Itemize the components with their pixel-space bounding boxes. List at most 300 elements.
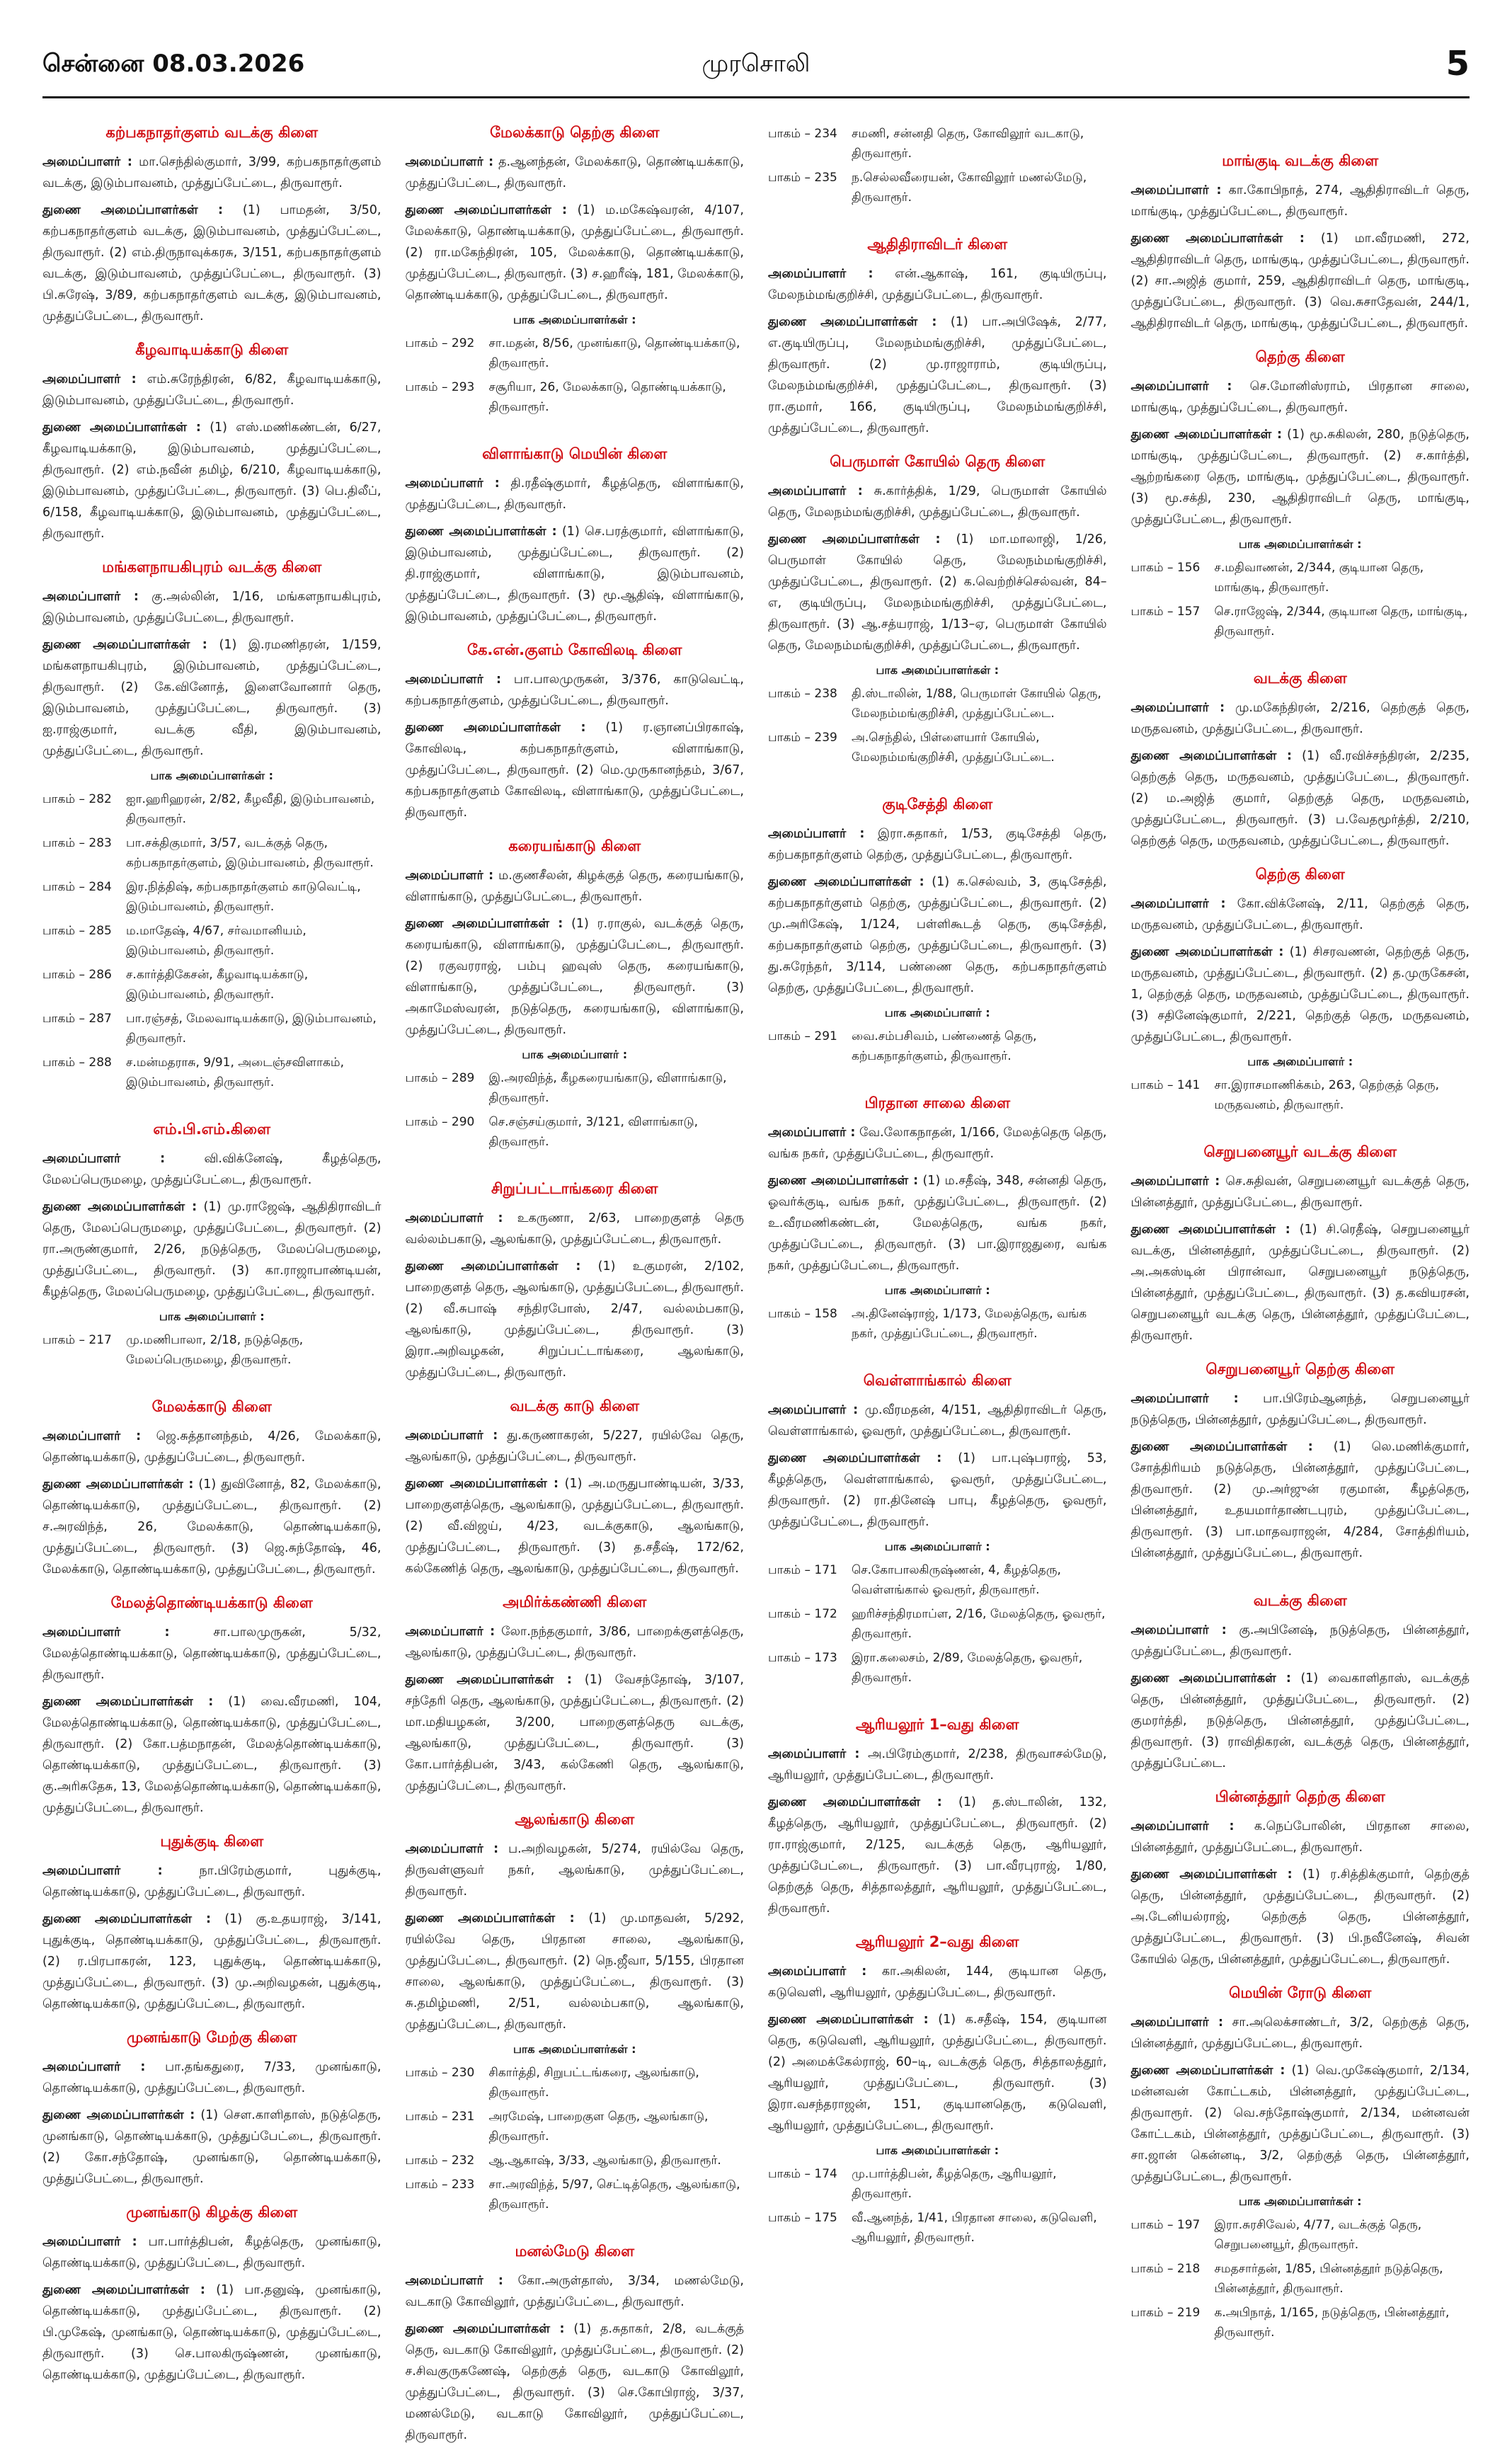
organiser-name: கோ.விக்னேஷ், 2/11, தெற்குத் தெரு, மருதவனம், முத்துப்பேட்டை, திருவாரூர்.	[1130, 897, 1470, 932]
booth-organiser-name: மு.மணிபாலா, 2/18, நடுத்தெரு, மேலப்பெருமழை, திருவாரூர்.	[126, 1333, 304, 1367]
deputy-organisers-label: துணை அமைப்பாளர்கள் :	[1130, 2064, 1285, 2078]
organiser-label: அமைப்பாளர் :	[768, 1126, 856, 1140]
branch-title: கே.என்.குளம் கோவிலடி கிளை	[467, 641, 682, 658]
branch-title: தெற்கு கிளை	[1255, 348, 1345, 365]
branch-section	[406, 445, 745, 627]
branch-section	[768, 796, 1107, 1066]
organiser-name: இரா.சுதாகர், 1/53, குடிசேத்தி தெரு, கற்பகநாதர்குளம் தெற்கு, முத்துப்பேட்டை, திருவாரூர்.	[768, 827, 1107, 862]
booth-organiser-row	[1131, 2303, 1470, 2342]
deputy-organisers-names: (1) சிசரவணன், தெற்குத் தெரு, மருதவனம், முத்துப்பேட்டை, திருவாரூர். (2) த.முருகேசன், 1, தெற்குத் தெரு, மருதவனம், முத்துப்பேட்டை, திருவாரூர். (3) சதினேஷ்குமார், 2/221, தெற்குத் தெரு, மருதவனம், முத்துப்பேட்டை, திருவாரூர்.	[1130, 945, 1470, 1044]
masthead	[42, 44, 1470, 93]
newspaper-name: முரசொலி	[701, 50, 811, 78]
organiser-label: அமைப்பாளர் :	[1130, 379, 1232, 394]
branch-section	[42, 1121, 382, 1370]
booth-organiser-row	[42, 1009, 382, 1048]
booth-organiser-row	[406, 2063, 745, 2103]
organiser-label: அமைப்பாளர் :	[405, 476, 500, 491]
deputy-organisers-entry	[768, 1170, 1107, 1276]
booth-organiser-row	[1131, 2259, 1470, 2299]
booth-organisers-heading: பாக அமைப்பாளர் :	[884, 1540, 990, 1553]
organiser-label: அமைப்பாளர் :	[42, 1864, 163, 1878]
branch-title: மாங்குடி வடக்கு கிளை	[1222, 152, 1379, 169]
organiser-label: அமைப்பாளர் :	[768, 484, 863, 498]
branch-title: ஆரியலூர் 2–வது கிளை	[856, 1933, 1019, 1950]
deputy-organisers-names: (1) மா.மாலாஜி, 1/26, பெருமாள் கோயில் தெரு, மேலநம்மங்குறிச்சி, முத்துப்பேட்டை, திருவாரூர். (2) க.வெற்றிச்செல்வன், 84–எ, குடியிருப்பு, மேலநம்மங்குறிச்சி, முத்துப்பேட்டை, திருவாரூர். (3) ஆ.சத்யராஜ், 1/13–ஏ, பெருமாள் கோயில் தெரு, மேலநம்மங்குறிச்சி, முத்துப்பேட்டை, திருவாரூர்.	[768, 532, 1107, 653]
organiser-label: அமைப்பாளர் :	[42, 372, 137, 387]
branch-title: கீழவாடியக்காடு கிளை	[135, 341, 289, 358]
city-date: சென்னை 08.03.2026	[42, 50, 305, 78]
organiser-entry	[406, 1621, 745, 1664]
booth-organiser-name: க.அபிநாத், 1/165, நடுத்தெரு, பின்னத்தூர், திருவாரூர்.	[1214, 2306, 1450, 2340]
deputy-organisers-label: துணை அமைப்பாளர்கள் :	[42, 421, 201, 435]
organiser-entry	[1131, 180, 1470, 222]
deputy-organisers-names: (1) செ.பரத்குமார், விளாங்காடு, இடும்பாவனம், முத்துப்பேட்டை, திருவாரூர். (2) தி.ராஜ்குமார், விளாங்காடு, இடும்பாவனம், முத்துப்பேட்டை, திருவாரூர். (3) மூ.ஆதிஷ், விளாங்காடு, இடும்பாவனம், முத்துப்பேட்டை, திருவாரூர்.	[405, 525, 744, 624]
deputy-organisers-label: துணை அமைப்பாளர்கள் :	[1130, 231, 1305, 246]
branch-section	[406, 124, 745, 417]
header-rule	[42, 96, 1470, 98]
organiser-label: அமைப்பாளர் :	[768, 1964, 867, 1979]
booth-organiser-row	[768, 728, 1107, 767]
column	[406, 124, 745, 2460]
branch-title: மேலத்தொண்டியக்காடு கிளை	[110, 1594, 313, 1611]
organiser-name: பா.தங்கதுரை, 7/33, முனங்காடு, தொண்டியக்காடு, முத்துப்பேட்டை, திருவாரூர்.	[42, 2060, 382, 2095]
organiser-label: அமைப்பாளர் :	[42, 1429, 142, 1443]
organiser-label: அமைப்பாளர் :	[405, 673, 502, 687]
booth-organiser-row	[42, 1053, 382, 1092]
deputy-organisers-entry	[42, 2105, 382, 2190]
deputy-organisers-label: துணை அமைப்பாளர்கள் :	[42, 203, 224, 217]
organiser-entry	[1131, 893, 1470, 936]
column	[42, 124, 382, 2460]
deputy-organisers-entry	[768, 1792, 1107, 1919]
organiser-name: கோ.அருள்தாஸ், 3/34, மணல்மேடு, வடகாடு கோவிலூர், முத்துப்பேட்டை, திருவாரூர்.	[405, 2274, 744, 2309]
organiser-entry	[42, 151, 382, 194]
organiser-label: அமைப்பாளர் :	[1130, 897, 1226, 911]
booth-organiser-row	[42, 965, 382, 1005]
organiser-name: கா.அகிலன், 144, குடியான தெரு, கடுவெளி, ஆரியலூர், முத்துப்பேட்டை, திருவாரூர்.	[768, 1964, 1107, 2000]
branch-section	[768, 1933, 1107, 2248]
booth-organiser-row	[42, 1330, 382, 1370]
deputy-organisers-names: (1) வீ.ரவிச்சந்திரன், 2/235, தெற்குத் தெரு, மருதவனம், முத்துப்பேட்டை, திருவாரூர். (2) ம.அஜித் குமார், தெற்குத் தெரு, மருதவனம், முத்துப்பேட்டை, திருவாரூர். (3) ப.வேதமூர்த்தி, 2/210, தெற்குத் தெரு, மருதவனம், முத்துப்பேட்டை, திருவாரூர்.	[1130, 749, 1470, 848]
deputy-organisers-names: (1) சி.ரெதீஷ், செறுபனையூர் வடக்கு, பின்னத்தூர், முத்துப்பேட்டை, திருவாரூர். (2) அ.அகஸ்டின் பிரான்வா, செறுபனையூர் நடுத்தெரு, பின்னத்தூர், முத்துப்பேட்டை, திருவாரூர். (3) த.கவியரசன், செறுபனையூர் வடக்கு தெரு, பின்னத்தூர், முத்துப்பேட்டை, திருவாரூர்.	[1130, 1223, 1470, 1343]
organiser-entry	[1131, 1816, 1470, 1858]
organiser-label: அமைப்பாளர் :	[42, 1625, 170, 1640]
booth-organiser-row	[768, 1604, 1107, 1644]
organiser-name: மு.மகேந்திரன், 2/216, தெற்குத் தெரு, மருதவனம், முத்துப்பேட்டை, திருவாரூர்.	[1130, 701, 1470, 736]
organiser-entry	[42, 369, 382, 411]
deputy-organisers-names: (1) எஸ்.மணிகண்டன், 6/27, கீழவாடியக்காடு, இடும்பாவனம், முத்துப்பேட்டை, திருவாரூர். (2) எம்.நவீன் தமிழ், 6/210, கீழவாடியக்காடு, இடும்பாவனம், முத்துப்பேட்டை, திருவாரூர். (3) பெ.திலீப், 6/158, கீழவாடியக்காடு, இடும்பாவனம், முத்துப்பேட்டை, திருவாரூர்.	[42, 421, 382, 541]
organiser-label: அமைப்பாளர் :	[405, 155, 494, 169]
booth-number: பாகம் – 233	[405, 2178, 475, 2192]
booth-number: பாகம் – 292	[405, 336, 475, 350]
organiser-label: அமைப்பாளர் :	[405, 1211, 503, 1225]
deputy-organisers-label: துணை அமைப்பாளர்கள் :	[1130, 1867, 1293, 1882]
organiser-name: அ.பிரேம்குமார், 2/238, திருவாசல்மேடு, ஆரியலூர், முத்துப்பேட்டை, திருவாரூர்.	[768, 1747, 1107, 1783]
booth-organisers-heading: பாக அமைப்பாளர் :	[884, 1006, 990, 1019]
booth-organiser-name: சசூரியா, 26, மேலக்காடு, தொண்டியக்காடு, திருவாரூர்.	[488, 380, 726, 414]
booth-number: பாகம் – 174	[768, 2167, 837, 2181]
branch-title: பெருமாள் கோயில் தெரு கிளை	[830, 453, 1046, 470]
booth-organiser-row	[1131, 558, 1470, 597]
booth-number: பாகம் – 234	[768, 127, 837, 141]
booth-organiser-name: அரமேஷ், பாறைகுள தெரு, ஆலங்காடு, திருவாரூர்.	[488, 2110, 709, 2144]
organiser-entry	[406, 1425, 745, 1468]
page-number: 5	[1445, 44, 1470, 84]
branch-section	[406, 2243, 745, 2446]
deputy-organisers-label: துணை அமைப்பாளர்கள் :	[1130, 1671, 1291, 1686]
deputy-organisers-label: துணை அமைப்பாளர்கள் :	[768, 1174, 919, 1188]
deputy-organisers-label: துணை அமைப்பாளர்கள் :	[405, 1259, 581, 1274]
organiser-entry	[406, 151, 745, 194]
organiser-entry	[42, 586, 382, 629]
branch-title: முனங்காடு மேற்கு கிளை	[126, 2029, 297, 2046]
booth-organiser-row	[42, 833, 382, 873]
organiser-name: சா.பாலமுருகன், 5/32, மேலத்தொண்டியக்காடு, தொண்டியக்காடு, முத்துப்பேட்டை, திருவாரூர்.	[42, 1625, 382, 1682]
deputy-organisers-names: (1) த.சுதாகர், 2/8, வடக்குத் தெரு, வடகாடு கோவிலூர், முத்துப்பேட்டை, திருவாரூர். (2) ச.சிவகுருகணேஷ், தெற்குத் தெரு, வடகாடு கோவிலூர், முத்துப்பேட்டை, திருவாரூர். (3) செ.கோபிராஜ், 3/37, மணல்மேடு, வடகாடு கோவிலூர், முத்துப்பேட்டை, திருவாரூர்.	[405, 2322, 744, 2442]
deputy-organisers-label: துணை அமைப்பாளர்கள் :	[405, 1477, 559, 1491]
branch-section	[1131, 1788, 1470, 1970]
organiser-entry	[1131, 1388, 1470, 1431]
branch-title: மேலக்காடு கிளை	[151, 1398, 272, 1415]
booth-organisers-heading: பாக அமைப்பாளர் :	[884, 1283, 990, 1297]
deputy-organisers-names: (1) த.ஸ்டாலின், 132, கீழத்தெரு, ஆரியலூர், முத்துப்பேட்டை, திருவாரூர். (2) ரா.ராஜ்குமார், 2/125, வடக்குத் தெரு, ஆரியலூர், முத்துப்பேட்டை, திருவாரூர். (3) பா.வீரபுராஜ், 1/80, தெற்குத் தெரு, சித்தாலத்தூர், ஆரியலூர், முத்துப்பேட்டை, திருவாரூர்.	[768, 1795, 1107, 1916]
branch-section	[42, 1398, 382, 1580]
branch-section	[1131, 670, 1470, 852]
deputy-organisers-label: துணை அமைப்பாளர்கள் :	[42, 2108, 195, 2122]
organiser-label: அமைப்பாளர் :	[405, 2274, 503, 2288]
deputy-organisers-entry	[406, 2318, 745, 2446]
organiser-entry	[406, 865, 745, 908]
booth-organiser-row	[1131, 602, 1470, 641]
booth-number: பாகம் – 291	[768, 1029, 837, 1043]
organiser-entry	[42, 2056, 382, 2099]
organiser-entry	[1131, 1620, 1470, 1662]
deputy-organisers-names: (1) ம.சதீஷ், 348, சன்னதி தெரு, ஓவர்க்குடி, வங்க நகர், முத்துப்பேட்டை, திருவாரூர். (2) உ.வீரமணிகண்டன், மேலத்தெரு, வங்க நகர், முத்துப்பேட்டை, திருவாரூர். (3) பா.இராஜதுரை, வங்க நகர், முத்துப்பேட்டை, திருவாரூர்.	[768, 1174, 1107, 1273]
organiser-name: து.கருணாகரன், 5/227, ரயில்வே தெரு, ஆலங்காடு, முத்துப்பேட்டை, திருவாரூர்.	[405, 1429, 744, 1464]
booth-organiser-row	[768, 1648, 1107, 1688]
booth-organisers-heading: பாக அமைப்பாளர்கள் :	[876, 663, 999, 677]
organiser-name: மா.செந்தில்குமார், 3/99, கற்பகநாதர்குளம் வடக்கு, இடும்பாவனம், முத்துப்பேட்டை, திருவாரூர்.	[42, 155, 382, 190]
branch-title: வடக்கு காடு கிளை	[510, 1397, 640, 1414]
deputy-organisers-names: (1) பா.புஷ்பராஜ், 53, கீழத்தெரு, வெள்ளாங்கால், ஓவரூர், முத்துப்பேட்டை, திருவாரூர். (2) ரா.தினேஷ் பாபு, கீழத்தெரு, ஓவரூர், முத்துப்பேட்டை, திருவாரூர்.	[768, 1451, 1107, 1529]
deputy-organisers-names: (1) வைகாளிதாஸ், வடக்குத் தெரு, பின்னத்தூர், முத்துப்பேட்டை, திருவாரூர். (2) குமரர்த்தி, நடுத்தெரு, பின்னத்தூர், முத்துப்பேட்டை, திருவாரூர். (3) ராவிதிகரன், வடக்குத் தெரு, பின்னத்தூர், முத்துப்பேட்டை.	[1130, 1671, 1470, 1770]
deputy-organisers-label: துணை அமைப்பாளர்கள் :	[768, 1451, 942, 1465]
organiser-entry	[768, 1400, 1107, 1442]
branch-section	[406, 1180, 745, 1383]
deputy-organisers-label: துணை அமைப்பாளர்கள் :	[768, 875, 924, 889]
branch-title: புதுக்குடி கிளை	[160, 1833, 264, 1850]
branch-section	[406, 1397, 745, 1579]
deputy-organisers-names: (1) துவினோத், 82, மேலக்காடு, தொண்டியக்காடு, முத்துப்பேட்டை, திருவாரூர். (2) ச.அரவிந்த், 26, மேலக்காடு, தொண்டியக்காடு, முத்துப்பேட்டை, திருவாரூர். (3) ஜெ.சுந்தோஷ், 46, மேலக்காடு, தொண்டியக்காடு, முத்துப்பேட்டை, திருவாரூர்.	[42, 1477, 382, 1577]
branch-section	[406, 641, 745, 823]
booth-organiser-name: சமணி, சன்னதி தெரு, கோவிலூர் வடகாடு, திருவாரூர்.	[852, 127, 1084, 161]
organiser-entry	[1131, 2012, 1470, 2054]
deputy-organisers-entry	[1131, 2060, 1470, 2187]
organiser-entry	[42, 1622, 382, 1686]
organiser-name: கு.அல்லின், 1/16, மங்களநாயகிபுரம், இடும்பாவனம், முத்துப்பேட்டை, திருவாரூர்.	[42, 590, 382, 625]
branch-title: வடக்கு கிளை	[1253, 670, 1347, 687]
deputy-organisers-label: துணை அமைப்பாளர்கள் :	[768, 532, 941, 547]
organiser-label: அமைப்பாளர் :	[42, 1152, 166, 1166]
branch-title: தெற்கு கிளை	[1255, 866, 1345, 883]
branch-title: மங்களநாயகிபுரம் வடக்கு கிளை	[102, 559, 322, 576]
booth-number: பாகம் – 286	[42, 968, 112, 982]
branch-title: செறுபனையூர் தெற்கு கிளை	[1205, 1361, 1395, 1378]
organiser-label: அமைப்பாளர் :	[768, 1747, 860, 1761]
deputy-organisers-label: துணை அமைப்பாளர்கள் :	[42, 1912, 211, 1926]
booth-organiser-row	[406, 333, 745, 373]
organiser-name: நா.பிரேம்குமார், புதுக்குடி, தொண்டியக்காடு, முத்துப்பேட்டை, திருவாரூர்.	[42, 1864, 382, 1899]
deputy-organisers-label: துணை அமைப்பாளர்கள் :	[768, 1795, 942, 1809]
deputy-organisers-entry	[42, 634, 382, 762]
booth-organiser-row	[42, 877, 382, 917]
organiser-name: வி.விக்னேஷ், கீழத்தெரு, மேலப்பெருமழை, முத்துப்பேட்டை, திருவாரூர்.	[42, 1152, 382, 1187]
branch-title: எம்.பி.எம்.கிளை	[153, 1121, 271, 1138]
deputy-organisers-label: துணை அமைப்பாளர்கள் :	[405, 525, 557, 539]
booth-organisers-heading: பாக அமைப்பாளர் :	[159, 1310, 265, 1323]
deputy-organisers-entry	[406, 521, 745, 627]
booth-organiser-name: பா.சக்திகுமார், 3/57, வடக்குத் தெரு, கற்பகநாதர்குளம், இடும்பாவனம், திருவாரூர்.	[126, 836, 374, 870]
booth-organisers-heading: பாக அமைப்பாளர் :	[522, 1048, 628, 1061]
booth-number: பாகம் – 173	[768, 1651, 837, 1665]
booth-organiser-row	[768, 684, 1107, 723]
deputy-organisers-names: (1) செள.காளிதாஸ், நடுத்தெரு, முனங்காடு, தொண்டியக்காடு, முத்துப்பேட்டை, திருவாரூர். (2) கோ.சந்தோஷ், முனங்காடு, தொண்டியக்காடு, முத்துப்பேட்டை, திருவாரூர்.	[42, 2108, 382, 2186]
booth-number: பாகம் – 230	[405, 2066, 475, 2080]
booth-organiser-row	[406, 1068, 745, 1108]
deputy-organisers-entry	[406, 717, 745, 823]
deputy-organisers-label: துணை அமைப்பாளர்கள் :	[405, 203, 568, 217]
organiser-name: வே.லோகநாதன், 1/166, மேலத்தெரு தெரு, வங்க நகர், முத்துப்பேட்டை, திருவாரூர்.	[768, 1126, 1107, 1161]
organiser-entry	[1131, 697, 1470, 740]
deputy-organisers-label: துணை அமைப்பாளர்கள் :	[405, 1673, 572, 1687]
organiser-label: அமைப்பாளர் :	[42, 590, 139, 604]
booth-organiser-row	[768, 2208, 1107, 2248]
branch-title: மனல்மேடு கிளை	[515, 2243, 635, 2260]
booth-number: பாகம் – 158	[768, 1307, 837, 1321]
deputy-organisers-label: துணை அமைப்பாளர்கள் :	[42, 1477, 194, 1492]
deputy-organisers-label: துணை அமைப்பாளர்கள் :	[42, 1695, 214, 1709]
deputy-organisers-entry	[42, 417, 382, 544]
organiser-entry	[406, 1208, 745, 1250]
organiser-entry	[1131, 1171, 1470, 1213]
booth-organiser-name: இர.நித்திஷ், கற்பகநாதர்குளம் காடுவெட்டி, இடும்பாவனம், திருவாரூர்.	[126, 880, 361, 914]
deputy-organisers-names: (1) வை.வீரமணி, 104, மேலத்தொண்டியக்காடு, தொண்டியக்காடு, முத்துப்பேட்டை, திருவாரூர். (2) கோ.பத்மநாதன், மேலத்தொண்டியக்காடு, தொண்டியக்காடு, முத்துப்பேட்டை, திருவாரூர். (3) கு.அரிசுதேசு, 13, மேலத்தொண்டியக்காடு, தொண்டியக்காடு, முத்துப்பேட்டை, திருவாரூர்.	[42, 1695, 382, 1815]
branch-section	[1131, 1984, 1470, 2342]
branch-title: செறுபனையூர் வடக்கு கிளை	[1203, 1143, 1397, 1160]
organiser-name: தி.ரதீஷ்குமார், கீழத்தெரு, விளாங்காடு, முத்துப்பேட்டை, திருவாரூர்.	[405, 476, 744, 512]
booth-organiser-row	[768, 1026, 1107, 1066]
deputy-organisers-names: (1) இ.ரமணிதரன், 1/159, மங்களநாயகிபுரம், இடும்பாவனம், முத்துப்பேட்டை, திருவாரூர். (2) கே.வினோத், இளைவோனார் தெரு, இடும்பாவனம், முத்துப்பேட்டை, திருவாரூர். (3) ஐ.ராஜ்குமார், வடக்கு வீதி, இடும்பாவனம், முத்துப்பேட்டை, திருவாரூர்.	[42, 638, 382, 758]
deputy-organisers-label: துணை அமைப்பாளர்கள் :	[42, 2283, 205, 2297]
organiser-entry	[768, 1744, 1107, 1786]
organiser-entry	[768, 823, 1107, 866]
organiser-label: அமைப்பாளர் :	[1130, 1392, 1239, 1406]
booth-number: பாகம் – 217	[42, 1333, 112, 1347]
branch-title: வடக்கு கிளை	[1253, 1592, 1347, 1609]
booth-organiser-name: ஹரிச்சந்திரமாப்ள, 2/16, மேலத்தெரு, ஓவரூர், திருவாரூர்.	[852, 1607, 1106, 1641]
branch-title: பின்னத்தூர் தெற்கு கிளை	[1215, 1788, 1385, 1805]
organiser-label: அமைப்பாளர் :	[768, 1403, 859, 1417]
branch-section	[406, 837, 745, 1152]
branch-title: விளாங்காடு மெயின் கிளை	[482, 445, 668, 462]
booth-organiser-name: அ.தினேஷ்ராஜ், 1/173, மேலத்தெரு, வங்க நகர், முத்துப்பேட்டை, திருவாரூர்.	[852, 1307, 1087, 1341]
branch-section	[1131, 866, 1470, 1115]
branch-title: அமிர்க்கண்ணி கிளை	[503, 1594, 647, 1611]
booth-organiser-name: சா.அரவிந்த், 5/97, செட்டித்தெரு, ஆலங்காடு, திருவாரூர்.	[488, 2178, 740, 2212]
organiser-label: அமைப்பாளர் :	[405, 1429, 498, 1443]
branch-section	[768, 1372, 1107, 1688]
organiser-name: பா.பாலமுருகன், 3/376, காடுவெட்டி, கற்பகநாதர்குளம், முத்துப்பேட்டை, திருவாரூர்.	[405, 673, 744, 708]
booth-organiser-row	[1131, 2215, 1470, 2255]
booth-organiser-name: சா.மதன், 8/56, முனங்காடு, தொண்டியக்காடு, திருவாரூர்.	[488, 336, 740, 370]
deputy-organisers-entry	[406, 1256, 745, 1383]
organiser-label: அமைப்பாளர் :	[1130, 2015, 1223, 2030]
booth-organiser-name: தி.ஸ்டாலின், 1/88, பெருமாள் கோயில் தெரு, மேலநம்மங்குறிச்சி, முத்துப்பேட்டை.	[852, 687, 1101, 721]
deputy-organisers-names: (1) பா.அபிஷேக், 2/77, எ.குடியிருப்பு, மேலநம்மங்குறிச்சி, முத்துப்பேட்டை, திருவாரூர். (2) மு.ராஜாராம், குடியிருப்பு, மேலநம்மங்குறிச்சி, முத்துப்பேட்டை, திருவாரூர். (3) ரா.குமார், 166, குடியிருப்பு, மேலநம்மங்குறிச்சி, முத்துப்பேட்டை, திருவாரூர்.	[768, 315, 1107, 435]
organiser-entry	[406, 669, 745, 711]
branch-title: சிறுப்பட்டாங்கரை கிளை	[491, 1180, 658, 1197]
organiser-name: ப.அறிவழகன், 5/274, ரயில்வே தெரு, திருவள்ளுவர் நகர், ஆலங்காடு, முத்துப்பேட்டை, திருவாரூர்.	[405, 1842, 744, 1899]
branch-section	[42, 1833, 382, 2015]
deputy-organisers-names: (1) அ.மருதுபாண்டியன், 3/33, பாறைகுளத்தெரு, ஆலங்காடு, முத்துப்பேட்டை, திருவாரூர். (2) வீ.விஜய், 4/23, வடக்குகாடு, ஆலங்காடு, முத்துப்பேட்டை, திருவாரூர். (3) த.சதீஷ், 172/62, கல்கேணித் தெரு, ஆலங்காடு, முத்துப்பேட்டை, திருவாரூர்.	[405, 1477, 744, 1576]
deputy-organisers-entry	[768, 529, 1107, 656]
booth-number: பாகம் – 289	[405, 1071, 475, 1085]
organiser-name: மு.வீரமதன், 4/151, ஆதிதிராவிடர் தெரு, வெள்ளாங்கால், ஓவரூர், முத்துப்பேட்டை, திருவாரூர்.	[768, 1403, 1107, 1438]
column	[1131, 124, 1470, 2460]
deputy-organisers-entry	[1131, 1436, 1470, 1564]
booth-number: பாகம் – 141	[1130, 1078, 1201, 1092]
deputy-organisers-label: துணை அமைப்பாளர்கள் :	[768, 2013, 929, 2027]
booth-number: பாகம் – 282	[42, 792, 112, 806]
organiser-label: அமைப்பாளர் :	[405, 1842, 499, 1856]
deputy-organisers-entry	[42, 1909, 382, 2015]
deputy-organisers-entry	[406, 913, 745, 1041]
organiser-name: எம்.சுரேந்திரன், 6/82, கீழவாடியக்காடு, இடும்பாவனம், முத்துப்பேட்டை, திருவாரூர்.	[42, 372, 382, 408]
branch-section	[1131, 348, 1470, 641]
booth-organiser-name: சமதசார்தன், 1/85, பின்னத்தூர் நடுத்தெரு, பின்னத்தூர், திருவாரூர்.	[1214, 2262, 1443, 2296]
booth-organiser-row	[768, 1304, 1107, 1344]
organiser-entry	[42, 1426, 382, 1468]
deputy-organisers-names: (1) உகுமரன், 2/102, பாறைகுளத் தெரு, ஆலங்காடு, முத்துப்பேட்டை, திருவாரூர். (2) வீ.சுபாஷ் சந்திரபோஸ், 2/47, வல்லம்பகாடு, ஆலங்காடு, முத்துப்பேட்டை, திருவாரூர். (3) இரா.அறிவழகன், சிறுப்பட்டாங்கரை, ஆலங்காடு, முத்துப்பேட்டை, திருவாரூர்.	[405, 1259, 744, 1380]
deputy-organisers-entry	[1131, 228, 1470, 334]
booth-organiser-row	[768, 124, 1107, 164]
booth-organiser-name: செ.கோபாலகிருஷ்ணன், 4, கீழத்தெரு, வெள்ளங்கால் ஓவரூர், திருவாரூர்.	[852, 1563, 1061, 1597]
organiser-name: உகருணா, 2/63, பாறைகுளத் தெரு வல்லம்பகாடு, ஆலங்காடு, முத்துப்பேட்டை, திருவாரூர்.	[405, 1211, 744, 1247]
booth-organiser-row	[42, 789, 382, 829]
organiser-name: சா.அலெக்சாண்டர், 3/2, தெற்குத் தெரு, பின்னத்தூர், முத்துப்பேட்டை, திருவாரூர்.	[1130, 2015, 1470, 2051]
deputy-organisers-label: துணை அமைப்பாளர்கள் :	[405, 721, 586, 735]
organiser-label: அமைப்பாளர் :	[1130, 701, 1225, 715]
booth-organiser-name: ஆ.ஆகாஷ், 3/33, ஆலங்காடு, திருவாரூர்.	[488, 2153, 721, 2168]
deputy-organisers-names: (1) பா.தனுஷ், முனங்காடு, தொண்டியக்காடு, முத்துப்பேட்டை, திருவாரூர். (2) பி.முகேஷ், முனங்காடு, தொண்டியக்காடு, முத்துப்பேட்டை, திருவாரூர். (3) செ.பாலகிருஷ்ணன், முனங்காடு, தொண்டியக்காடு, முத்துப்பேட்டை, திருவாரூர்.	[42, 2283, 382, 2382]
deputy-organisers-label: துணை அமைப்பாளர்கள் :	[1130, 749, 1293, 763]
deputy-organisers-names: (1) வெ.முகேஷ்குமார், 2/134, மன்னவன் கோட்டகம், பின்னத்தூர், முத்துப்பேட்டை, திருவாரூர். (2) வெ.சந்தோஷ்குமார், 2/134, மன்னவன் கோட்டகம், பின்னத்தூர், முத்துப்பேட்டை, திருவாரூர். (3) சா.ஜான் கென்னடி, 3/2, தெற்குத் தெரு, பின்னத்தூர், முத்துப்பேட்டை, திருவாரூர்.	[1130, 2064, 1470, 2184]
organiser-name: க.நெப்போலின், பிரதான சாலை, பின்னத்தூர், முத்துப்பேட்டை, திருவாரூர்.	[1130, 1819, 1470, 1855]
booth-number: பாகம் – 157	[1130, 605, 1201, 619]
branch-title: பிரதான சாலை கிளை	[864, 1094, 1011, 1111]
booth-organiser-row	[1131, 1075, 1470, 1115]
booth-organisers-heading: பாக அமைப்பாளர்கள் :	[876, 2144, 999, 2157]
booth-number: பாகம் – 197	[1130, 2218, 1201, 2232]
booth-number: பாகம் – 175	[768, 2211, 837, 2225]
booth-number: பாகம் – 219	[1130, 2306, 1201, 2320]
organiser-entry	[406, 1838, 745, 1902]
deputy-organisers-label: துணை அமைப்பாளர்கள் :	[42, 638, 207, 652]
branch-title: மெயின் ரோடு கிளை	[1229, 1984, 1372, 2001]
deputy-organisers-names: (1) மு.மாதவன், 5/292, ரயில்வே தெரு, பிரதான சாலை, ஆலங்காடு, முத்துப்பேட்டை, திருவாரூர். (2) நெ.ஜீவா, 5/155, பிரதான சாலை, ஆலங்காடு, முத்துப்பேட்டை, திருவாரூர். (3) சு.தமிழ்மணி, 2/51, வல்லம்பகாடு, ஆலங்காடு, முத்துப்பேட்டை, திருவாரூர்.	[405, 1911, 744, 2032]
deputy-organisers-label: துணை அமைப்பாளர்கள் :	[1130, 428, 1282, 442]
booth-number: பாகம் – 232	[405, 2153, 475, 2168]
organiser-entry	[768, 263, 1107, 306]
deputy-organisers-label: துணை அமைப்பாளர்கள் :	[42, 1200, 197, 1214]
booth-number: பாகம் – 171	[768, 1563, 837, 1577]
deputy-organisers-entry	[406, 1908, 745, 2035]
organiser-entry	[768, 1122, 1107, 1165]
booth-number: பாகம் – 172	[768, 1607, 837, 1621]
organiser-label: அமைப்பாளர் :	[42, 155, 132, 169]
deputy-organisers-names: (1) மா.வீரமணி, 272, ஆதிதிராவிடர் தெரு, மாங்குடி, முத்துப்பேட்டை, திருவாரூர். (2) சா.அஜித் குமார், 259, ஆதிதிராவிடர் தெரு, மாங்குடி, முத்துப்பேட்டை, திருவாரூர். (3) வெ.சுசாதேவன், 244/1, ஆதிதிராவிடர் தெரு, மாங்குடி, முத்துப்பேட்டை, திருவாரூர்.	[1130, 231, 1470, 331]
booth-organiser-row	[768, 2164, 1107, 2204]
booth-organiser-name: செ.ராஜேஷ், 2/344, குடியான தெரு, மாங்குடி, திருவாரூர்.	[1214, 605, 1468, 639]
booth-organiser-row	[42, 921, 382, 961]
booth-number: பாகம் – 283	[42, 836, 112, 850]
booth-organiser-row	[406, 2151, 745, 2170]
booth-organiser-name: செ.சஞ்சய்குமார், 3/121, விளாங்காடு, திருவாரூர்.	[488, 1115, 699, 1149]
branch-section	[768, 453, 1107, 767]
booth-organiser-name: அ.செந்தில், பிள்ளையார் கோயில், மேலநம்மங்குறிச்சி, முத்துப்பேட்டை.	[852, 731, 1055, 765]
organiser-entry	[1131, 376, 1470, 418]
booth-organiser-row	[406, 377, 745, 417]
booth-organisers-heading: பாக அமைப்பாளர்கள் :	[513, 2042, 636, 2056]
booth-organiser-name: ந.செல்லவீரையன், கோவிலூர் மணல்மேடு, திருவாரூர்.	[852, 171, 1087, 205]
organiser-label: அமைப்பாளர் :	[42, 2235, 137, 2249]
booth-number: பாகம் – 285	[42, 924, 112, 938]
branch-title: ஆலங்காடு கிளை	[515, 1811, 635, 1828]
branch-section	[42, 559, 382, 1092]
booth-organisers-heading: பாக அமைப்பாளர் :	[1247, 1055, 1353, 1068]
organiser-name: த.ஆனந்தன், மேலக்காடு, தொண்டியக்காடு, முத்துப்பேட்டை, திருவாரூர்.	[405, 155, 744, 190]
booth-organisers-heading: பாக அமைப்பாளர்கள் :	[150, 769, 273, 782]
organiser-label: அமைப்பாளர் :	[1130, 183, 1222, 198]
organiser-name: செ.சுதிவன், செறுபனையூர் வடக்குத் தெரு, பின்னத்தூர், முத்துப்பேட்டை, திருவாரூர்.	[1130, 1174, 1470, 1210]
branch-section	[42, 2204, 382, 2386]
branch-title: ஆதிதிராவிடர் கிளை	[867, 236, 1008, 253]
deputy-organisers-entry	[42, 1474, 382, 1580]
organiser-entry	[406, 2270, 745, 2313]
deputy-organisers-label: துணை அமைப்பாளர்கள் :	[405, 917, 563, 931]
booth-number: பாகம் – 231	[405, 2110, 475, 2124]
booth-number: பாகம் – 293	[405, 380, 475, 394]
booth-organiser-name: ம.மாதேஷ், 4/67, சர்வமானியம், இடும்பாவனம், திருவாரூர்.	[126, 924, 307, 958]
deputy-organisers-entry	[1131, 1864, 1470, 1970]
deputy-organisers-entry	[406, 1669, 745, 1797]
branch-title: மேலக்காடு தெற்கு கிளை	[490, 124, 660, 141]
branch-section	[42, 2029, 382, 2190]
booth-organiser-name: ச.கார்த்திகேசன், கீழவாடியக்காடு, இடும்பாவனம், திருவாரூர்.	[126, 968, 309, 1002]
booth-organisers-heading: பாக அமைப்பாளர்கள் :	[513, 313, 636, 326]
branch-section	[1131, 152, 1470, 334]
booth-number: பாகம் – 290	[405, 1115, 475, 1129]
branch-section	[42, 341, 382, 544]
deputy-organisers-entry	[1131, 1219, 1470, 1346]
booth-organisers-heading: பாக அமைப்பாளர்கள் :	[1239, 537, 1362, 551]
branch-title: கரையங்காடு கிளை	[508, 837, 641, 854]
booth-organiser-name: ச.மன்மதராசு, 9/91, அடைஞ்சவிளாகம், இடும்பாவனம், திருவாரூர்.	[126, 1055, 344, 1089]
deputy-organisers-names: (1) ர.ராகுல், வடக்குத் தெரு, கரையங்காடு, விளாங்காடு, முத்துப்பேட்டை, திருவாரூர். (2) ரகுவரராஜ், பம்பு ஹவுஸ் தெரு, கரையங்காடு, விளாங்காடு, முத்துப்பேட்டை, திருவாரூர். (3) அகாமேஸ்வரன், நடுத்தெரு, கரையங்காடு, விளாங்காடு, முத்துப்பேட்டை, திருவாரூர்.	[405, 917, 744, 1037]
organiser-label: அமைப்பாளர் :	[405, 1625, 496, 1639]
branch-title: குடிசேத்தி கிளை	[882, 796, 993, 813]
branch-section	[768, 1716, 1107, 1919]
